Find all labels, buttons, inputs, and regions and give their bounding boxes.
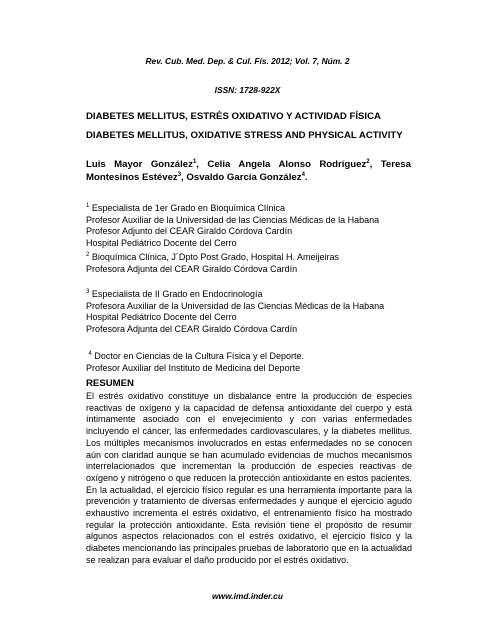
title-spanish: DIABETES MELLITUS, ESTRÉS OXIDATIVO Y ACTIVIDAD FÍSICA bbox=[86, 111, 381, 122]
affiliation-sup: 1 bbox=[86, 203, 90, 209]
affiliation-line: Profesora Auxiliar de la Universidad de las Ciencias Médicas de la Habana bbox=[86, 300, 385, 311]
author-sep: , bbox=[196, 159, 208, 170]
author-sup: 2 bbox=[366, 158, 370, 165]
affiliation-sup: 2 bbox=[86, 252, 90, 258]
affiliation-line: Profesor Auxiliar del Instituto de Medicina del Deporte bbox=[86, 362, 301, 373]
affiliation-4 bbox=[86, 351, 426, 374]
affiliation-line: Profesora Adjunta del CEAR Giraldo Córdova Cardín bbox=[86, 263, 298, 274]
footer-website-link[interactable]: www.imd.inder.cu bbox=[212, 591, 283, 601]
affiliation-line: Especialista de II Grado en Endocrinología bbox=[91, 289, 263, 299]
affiliation-line: Profesora Adjunta del CEAR Giraldo Córdova Cardín bbox=[86, 323, 298, 334]
author-list bbox=[86, 158, 411, 184]
affiliation-sup: 3 bbox=[86, 289, 90, 295]
affiliation-line: Especialista de 1er Grado en Bioquímica Clínica bbox=[91, 203, 285, 213]
author-name: Osvaldo García González bbox=[186, 172, 302, 183]
author-name: Celia Angela Alonso Rodríguez bbox=[207, 159, 367, 170]
author-sep: , bbox=[181, 172, 187, 183]
journal-citation: Rev. Cub. Med. Dep. & Cul. Fís. 2012; Vol. 7, Núm. 2 bbox=[145, 56, 350, 66]
author-name: Teresa Montesinos Estévez bbox=[86, 159, 411, 183]
affiliation-1 bbox=[86, 203, 426, 249]
affiliation-sup: 4 bbox=[88, 351, 92, 357]
author-name: Luis Mayor González bbox=[86, 159, 193, 170]
affiliation-line: Doctor en Ciencias de la Cultura Física y el Deporte. bbox=[94, 351, 304, 361]
title-english: DIABETES MELLITUS, OXIDATIVE STRESS AND PHYSICAL ACTIVITY bbox=[86, 130, 403, 141]
author-sup: 3 bbox=[177, 171, 182, 178]
affiliation-line: Profesor Adjunto del CEAR Giraldo Córdova Cardín bbox=[86, 226, 293, 236]
affiliation-line: Bioquímica Clínica, J´Dpto Post Grado, Hospital H. Ameijeiras bbox=[91, 252, 339, 262]
author-sup: 1 bbox=[192, 158, 197, 165]
affiliation-line: Profesor Auxiliar de la Universidad de las Ciencias Médicas de la Habana bbox=[86, 214, 380, 225]
resumen-heading: RESUMEN bbox=[86, 378, 134, 389]
affiliation-line: Hospital Pediátrico Docente del Cerro bbox=[86, 237, 237, 248]
author-sep: . bbox=[304, 172, 308, 183]
issn-line: ISSN: 1728-922X bbox=[214, 85, 281, 95]
resumen-body: El estrés oxidativo constituye un disbalance entre la producción de especies reactivas de oxígeno y la capacidad de defensa antioxidante del cuerpo y está íntimamente asociado con el envejecimiento y con varias enfermedades incluyendo el cáncer, las enfermedades cardiovasculares, y la diabetes mellitus. Los múltiples mecanismos involucrados en estas enfermedades no se conocen aún con claridad aunque se han acumulado evidencias de muchos mecanismos interrelacionados que incrementan la producción de especies reactivas de oxígeno y nitrógeno o que reducen la protección antioxidante en estos pacientes. En la actualidad, el ejercicio físico regular es una herramienta importante para la prevención y tratamiento de diversas enfermedades y aunque el ejercicio agudo exhaustivo incrementa el estrés oxidativo, el entrenamiento físico ha mostrado regular la protección antioxidante. Esta revisión tiene el propósito de resumir algunos aspectos relacionados con el estrés oxidativo, el ejercicio físico y la diabetes mencionando las principales pruebas de laboratorio que en la actualidad se realizan para evaluar el daño producido por el estrés oxidativo. bbox=[86, 391, 412, 565]
affiliation-2 bbox=[86, 252, 426, 275]
author-sup: 4 bbox=[301, 171, 305, 178]
affiliation-3 bbox=[86, 289, 426, 335]
affiliation-line: Hospital Pediátrico Docente del Cerro bbox=[86, 312, 237, 322]
author-sep: , bbox=[369, 159, 381, 170]
